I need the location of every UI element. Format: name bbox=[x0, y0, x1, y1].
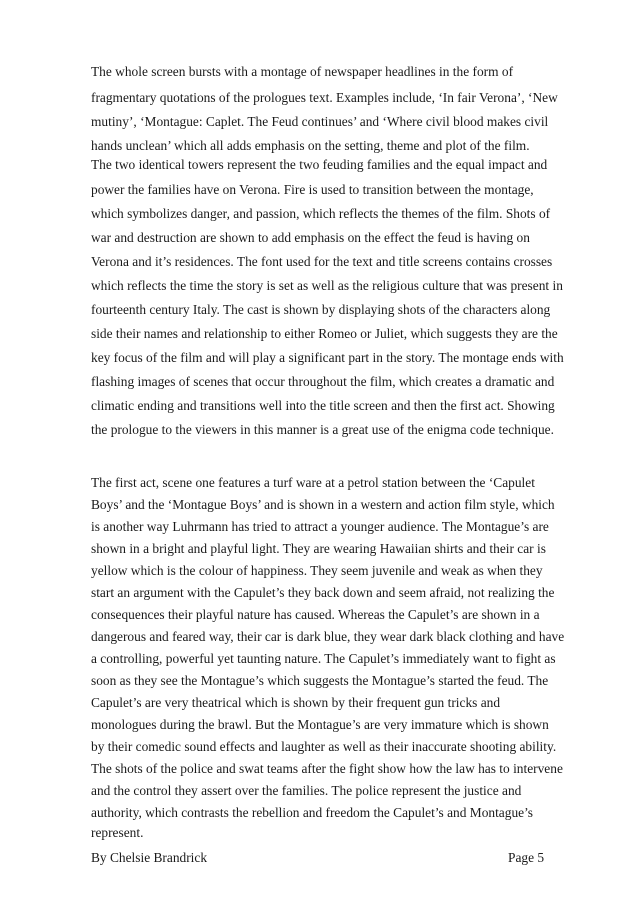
text-line: Boys’ and the ‘Montague Boys’ and is shown in a western and action film style, which bbox=[91, 497, 555, 512]
text-line: mutiny’, ‘Montague: Caplet. The Feud continues’ and ‘Where civil blood makes civil bbox=[91, 114, 549, 129]
text-line: authority, which contrasts the rebellion and freedom the Capulet’s and Montague’s bbox=[91, 805, 534, 820]
text-line: which reflects the time the story is set as well as the religious culture that was present in bbox=[91, 278, 563, 293]
text-line: power the families have on Verona. Fire is used to transition between the montage, bbox=[91, 182, 534, 197]
text-line: the prologue to the viewers in this manner is a great use of the enigma code technique. bbox=[91, 422, 554, 437]
text-line: soon as they see the Montague’s which suggests the Montague’s started the feud. The bbox=[91, 673, 549, 688]
text-line: The shots of the police and swat teams after the fight show how the law has to intervene bbox=[91, 761, 563, 776]
text-line: war and destruction are shown to add emphasis on the effect the feud is having on bbox=[91, 230, 530, 245]
text-line: start an argument with the Capulet’s they back down and seem afraid, not realizing the bbox=[91, 585, 555, 600]
text-line: climatic ending and transitions well into the title screen and then the first act. Showing bbox=[91, 398, 555, 413]
text-line: fourteenth century Italy. The cast is shown by displaying shots of the characters along bbox=[91, 302, 551, 317]
text-line: side their names and relationship to either Romeo or Juliet, which suggests they are the bbox=[91, 326, 558, 341]
text-line: which symbolizes danger, and passion, which reflects the themes of the film. Shots of bbox=[91, 206, 551, 221]
text-line: The whole screen bursts with a montage of newspaper headlines in the form of bbox=[91, 64, 514, 79]
text-line: and the control they assert over the families. The police represent the justice and bbox=[91, 783, 522, 798]
footer-page-number: Page 5 bbox=[508, 850, 545, 865]
text-line: by their comedic sound effects and laughter as well as their inaccurate shooting ability. bbox=[91, 739, 557, 754]
text-line: dangerous and feared way, their car is dark blue, they wear dark black clothing and have bbox=[91, 629, 565, 644]
text-line: The two identical towers represent the two feuding families and the equal impact and bbox=[91, 157, 548, 172]
text-line: represent. bbox=[91, 825, 144, 840]
text-line: flashing images of scenes that occur throughout the film, which creates a dramatic and bbox=[91, 374, 555, 389]
text-line: Capulet’s are very theatrical which is shown by their frequent gun tricks and bbox=[91, 695, 501, 710]
text-line: yellow which is the colour of happiness. They seem juvenile and weak as when they bbox=[91, 563, 543, 578]
text-line: is another way Luhrmann has tried to attract a younger audience. The Montague’s are bbox=[91, 519, 549, 534]
text-line: hands unclean’ which all adds emphasis on the setting, theme and plot of the film. bbox=[91, 138, 530, 153]
text-line: consequences their playful nature has caused. Whereas the Capulet’s are shown in a bbox=[91, 607, 540, 622]
text-line: fragmentary quotations of the prologues text. Examples include, ‘In fair Verona’, ‘New bbox=[91, 90, 558, 105]
text-line: shown in a bright and playful light. They are wearing Hawaiian shirts and their car is bbox=[91, 541, 546, 556]
text-line: The first act, scene one features a turf ware at a petrol station between the ‘Capulet bbox=[91, 475, 535, 490]
text-line: Verona and it’s residences. The font used for the text and title screens contains crosses bbox=[91, 254, 553, 269]
footer-author: By Chelsie Brandrick bbox=[91, 850, 208, 865]
text-line: a controlling, powerful yet taunting nature. The Capulet’s immediately want to fight as bbox=[91, 651, 556, 666]
text-line: monologues during the brawl. But the Montague’s are very immature which is shown bbox=[91, 717, 549, 732]
text-line: key focus of the film and will play a significant part in the story. The montage ends with bbox=[91, 350, 564, 365]
